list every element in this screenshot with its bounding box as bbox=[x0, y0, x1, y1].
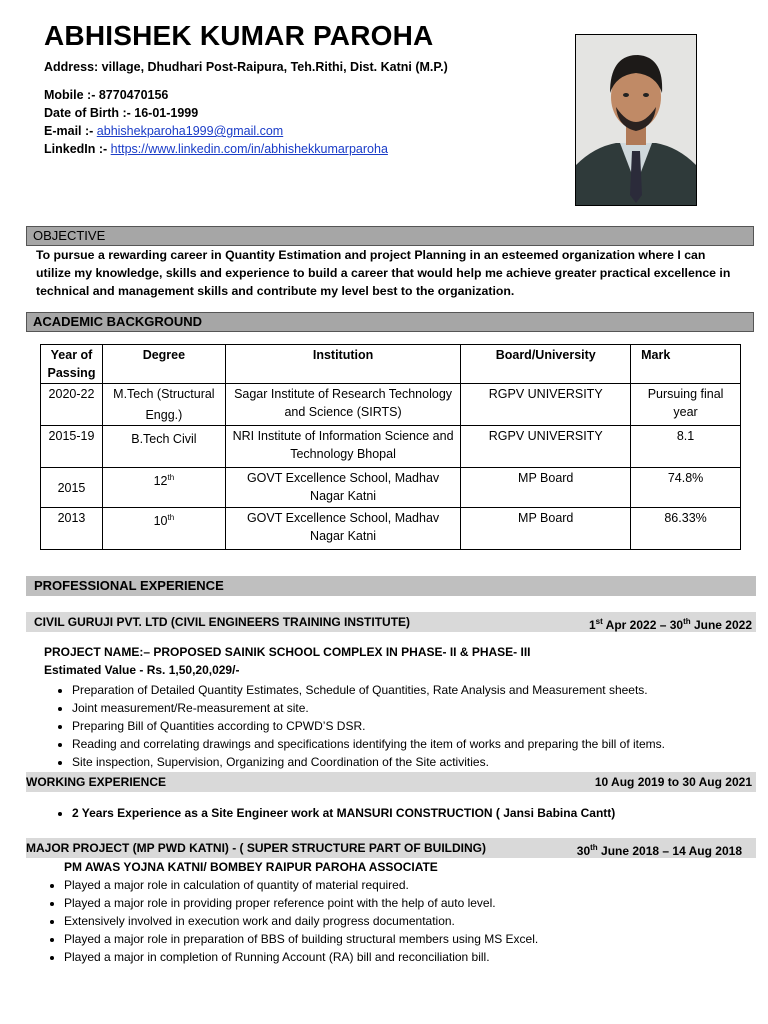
linkedin-label: LinkedIn :- bbox=[44, 142, 111, 156]
company-bar bbox=[26, 612, 756, 632]
table-row bbox=[41, 508, 741, 550]
professional-experience-heading: PROFESSIONAL EXPERIENCE bbox=[26, 576, 756, 596]
major-project-dates: 30th June 2018 – 14 Aug 2018 bbox=[576, 843, 742, 858]
date-of-birth: Date of Birth :- 16-01-1999 bbox=[44, 106, 199, 120]
contact-block bbox=[44, 86, 388, 158]
cell-year: 2013 bbox=[41, 508, 103, 550]
cell-mark: 8.1 bbox=[631, 426, 741, 468]
cell-degree: 12th bbox=[102, 468, 225, 508]
email-row bbox=[44, 122, 388, 140]
academic-heading: ACADEMIC BACKGROUND bbox=[26, 312, 754, 332]
list-item: • Preparing Bill of Quantities according to CPWD’S DSR. bbox=[72, 717, 665, 735]
cell-board: RGPV UNIVERSITY bbox=[461, 426, 631, 468]
cell-degree: M.Tech (Structural Engg.) bbox=[102, 384, 225, 426]
company-dates: 1st Apr 2022 – 30th June 2022 bbox=[588, 617, 752, 632]
working-experience-bar bbox=[26, 772, 756, 792]
mobile: Mobile :- 8770470156 bbox=[44, 88, 169, 102]
list-item: • Played a major role in preparation of BBS of building structural members using MS Excel. bbox=[64, 930, 538, 948]
cell-mark: Pursuing final year bbox=[631, 384, 741, 426]
cell-board: MP Board bbox=[461, 468, 631, 508]
table-row bbox=[41, 426, 741, 468]
linkedin-row bbox=[44, 140, 388, 158]
cell-institution: Sagar Institute of Research Technology and Science (SIRTS) bbox=[225, 384, 461, 426]
list-item: • Extensively involved in execution work and daily progress documentation. bbox=[64, 912, 538, 930]
major-project-heading: MAJOR PROJECT (MP PWD KATNI) - ( SUPER STRUCTURE PART OF BUILDING) bbox=[26, 841, 486, 855]
cell-mark: 86.33% bbox=[631, 508, 741, 550]
list-item: • Played a major role in providing proper reference point with the help of auto level. bbox=[64, 894, 538, 912]
academic-table bbox=[40, 344, 741, 550]
email-label: E-mail :- bbox=[44, 124, 97, 138]
profile-photo-illustration bbox=[576, 35, 696, 205]
list-item: • Played a major role in calculation of quantity of material required. bbox=[64, 876, 538, 894]
cell-mark: 74.8% bbox=[631, 468, 741, 508]
list-item: • Reading and correlating drawings and specifications identifying the item of works and preparing the bill of items. bbox=[72, 735, 665, 753]
working-experience-heading: WORKING EXPERIENCE bbox=[26, 775, 167, 789]
linkedin-link[interactable]: https://www.linkedin.com/in/abhishekkumarparoha bbox=[110, 142, 388, 156]
col-degree: Degree bbox=[102, 345, 225, 384]
col-board: Board/University bbox=[461, 345, 631, 384]
cell-board: MP Board bbox=[461, 508, 631, 550]
project-name: PROJECT NAME:– PROPOSED SAINIK SCHOOL COMPLEX IN PHASE- II & PHASE- III bbox=[44, 645, 531, 659]
cell-year: 2015 bbox=[41, 468, 103, 508]
list-item: • Joint measurement/Re-measurement at site. bbox=[72, 699, 665, 717]
cell-institution: GOVT Excellence School, Madhav Nagar Katni bbox=[225, 468, 461, 508]
cell-degree: B.Tech Civil bbox=[102, 426, 225, 468]
objective-heading: OBJECTIVE bbox=[26, 226, 754, 246]
col-year: Year of Passing bbox=[41, 345, 103, 384]
table-row bbox=[41, 468, 741, 508]
major-project-list bbox=[38, 876, 538, 966]
list-item: • 2 Years Experience as a Site Engineer work at MANSURI CONSTRUCTION ( Jansi Babina Cantt) bbox=[72, 804, 615, 822]
cell-institution: GOVT Excellence School, Madhav Nagar Katni bbox=[225, 508, 461, 550]
working-experience-list bbox=[46, 804, 615, 822]
estimated-value: Estimated Value - Rs. 1,50,20,029/- bbox=[44, 663, 240, 677]
project-block bbox=[44, 643, 531, 679]
cell-board: RGPV UNIVERSITY bbox=[461, 384, 631, 426]
email-link[interactable]: abhishekparoha1999@gmail.com bbox=[96, 124, 284, 138]
major-project-bar bbox=[26, 838, 756, 858]
list-item: • Played a major in completion of Running Account (RA) bill and reconciliation bill. bbox=[64, 948, 538, 966]
table-row bbox=[41, 384, 741, 426]
cell-institution: NRI Institute of Information Science and Technology Bhopal bbox=[225, 426, 461, 468]
company-name: CIVIL GURUJI PVT. LTD (CIVIL ENGINEERS TRAINING INSTITUTE) bbox=[34, 615, 411, 629]
working-experience-dates: 10 Aug 2019 to 30 Aug 2021 bbox=[594, 775, 752, 789]
col-institution: Institution bbox=[225, 345, 461, 384]
col-mark: Mark bbox=[631, 345, 741, 384]
list-item: • Site inspection, Supervision, Organizing and Coordination of the Site activities. bbox=[72, 753, 665, 771]
candidate-name: ABHISHEK KUMAR PAROHA bbox=[44, 20, 434, 51]
cell-year: 2020-22 bbox=[41, 384, 103, 426]
address: Address: village, Dhudhari Post-Raipura, Teh.Rithi, Dist. Katni (M.P.) bbox=[44, 60, 448, 74]
cell-year: 2015-19 bbox=[41, 426, 103, 468]
cell-degree: 10th bbox=[102, 508, 225, 550]
table-header-row bbox=[41, 345, 741, 384]
objective-text: To pursue a rewarding career in Quantity Estimation and project Planning in an esteemed organization where I can utilize my knowledge, skills and experience to build a career that would help me achieve greater practical excellence in technical and management skills and contribute my level best to the organization. bbox=[36, 248, 731, 298]
profile-photo bbox=[575, 34, 697, 206]
professional-duties-list bbox=[46, 681, 665, 771]
major-project-subtitle: PM AWAS YOJNA KATNI/ BOMBEY RAIPUR PAROHA ASSOCIATE bbox=[64, 860, 438, 874]
list-item: • Preparation of Detailed Quantity Estimates, Schedule of Quantities, Rate Analysis and Measurement sheets. bbox=[72, 681, 665, 699]
